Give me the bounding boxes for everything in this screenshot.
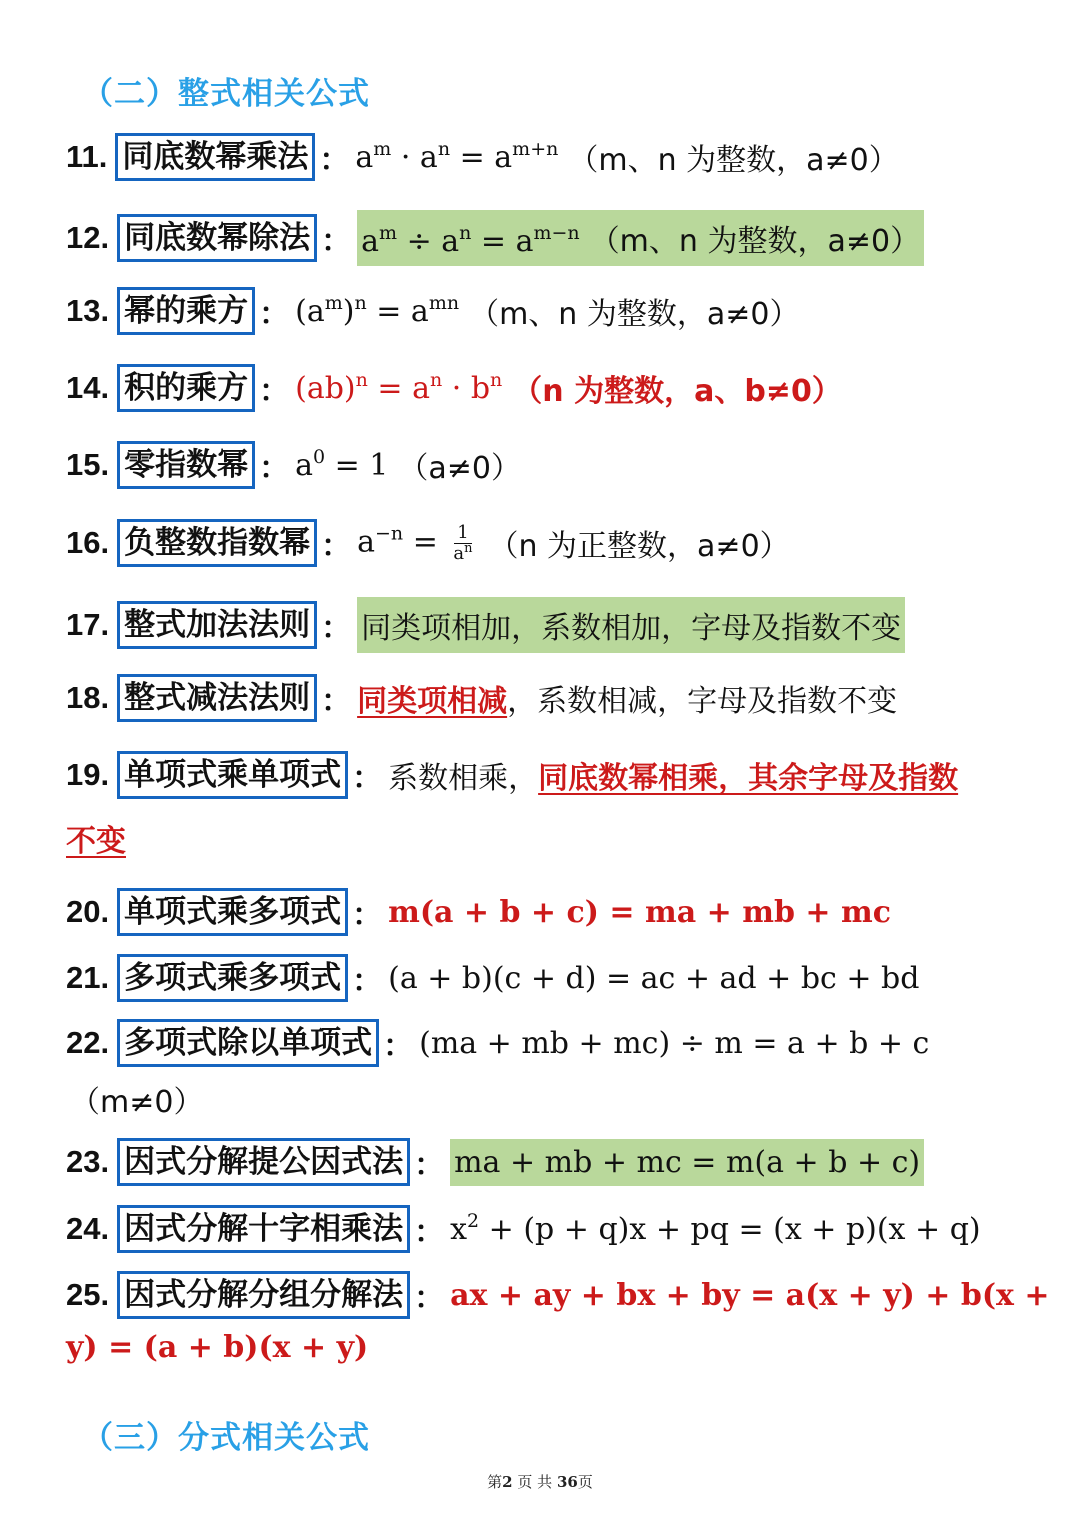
item-number: 18.: [66, 680, 110, 715]
formula-label: 同底数幂乘法: [115, 133, 315, 181]
formula: m(a + b + c) = ma + mb + mc: [388, 894, 891, 930]
item-number: 15.: [66, 447, 110, 482]
item-number: 12.: [66, 220, 110, 255]
item-number: 14.: [66, 370, 110, 405]
section-title-3: （三）分式相关公式: [82, 1420, 370, 1456]
formula-label: 多项式乘多项式: [117, 954, 348, 1002]
fraction: $\frac{1}{a^n}$: [453, 521, 473, 564]
item-number: 16.: [66, 525, 110, 560]
formula: (ma + mb + mc) ÷ m = a + b + c: [419, 1025, 930, 1061]
formula-row-17: 17. 整式加法法则 ： 同类项相加，系数相加，字母及指数不变: [66, 597, 1040, 653]
formula-label: 积的乘方: [117, 364, 255, 412]
formula-row-16: 16. 负整数指数幂 ： $a^{-n}$ = $\frac{1}{a^n}$ （n 为正整数，a≠0）: [66, 519, 1040, 567]
item-number: 24.: [66, 1211, 110, 1246]
formula-row-22: 22. 多项式除以单项式 ： (ma + mb + mc) ÷ m = a + b + c: [66, 1019, 1040, 1067]
formula-row-21: 21. 多项式乘多项式 ： (a + b)(c + d) = ac + ad + bc + bd: [66, 954, 1040, 1002]
item-number: 20.: [66, 894, 110, 929]
formula-label: 负整数指数幂: [117, 519, 317, 567]
condition: （a≠0）: [398, 451, 521, 486]
formula: $(a^m)^n = a^{mn}$: [295, 291, 460, 329]
rule-text: ，系数相减，字母及指数不变: [507, 684, 898, 719]
formula: ax + ay + bx + by = a(x + y) + b(x +: [450, 1277, 1050, 1313]
formula-row-12: 12. 同底数幂除法 ： $a^m \div a^n = a^{m-n}$ （m、n 为整数，a≠0）: [66, 210, 1040, 266]
item-number: 21.: [66, 960, 110, 995]
rule-text: 系数相乘，: [388, 761, 539, 796]
condition: （n 为正整数，a≠0）: [488, 529, 790, 564]
rule-text-continued: 不变: [66, 824, 126, 859]
rule-text-emphasis: 同底数幂相乘，其余字母及指数: [538, 761, 959, 796]
formula-row-24: 24. 因式分解十字相乘法 ： $x^2 + (p + q)x$ + pq = (x + p)(x + q): [66, 1205, 1040, 1253]
highlight: [357, 210, 924, 266]
formula-row-13: 13. 幂的乘方 ： $(a^m)^n = a^{mn}$ （m、n 为整数，a≠0）: [66, 287, 1040, 335]
formula-label: 零指数幂: [117, 441, 255, 489]
formula: ma + mb + mc = m(a + b + c): [450, 1139, 924, 1186]
formula-label: 同底数幂除法: [117, 214, 317, 262]
section-title-2: （二）整式相关公式: [82, 76, 370, 112]
formula-label: 单项式乘多项式: [117, 888, 348, 936]
formula: $a^{-n}$ = $\frac{1}{a^n}$: [357, 521, 473, 564]
formula-row-23: 23. 因式分解提公因式法 ： ma + mb + mc = m(a + b + c): [66, 1138, 1040, 1186]
formula-label: 多项式除以单项式: [117, 1019, 379, 1067]
formula-row-14: 14. 积的乘方 ： $(ab)^n = a^n \cdot b^n$ （n 为整数，a、b≠0）: [66, 364, 1040, 412]
formula: $x^2 + (p + q)x$ + pq = (x + p)(x + q): [450, 1209, 981, 1247]
formula: (a + b)(c + d) = ac + ad + bc + bd: [388, 960, 920, 996]
condition: （m、n 为整数，a≠0）: [589, 224, 921, 259]
condition: （n 为整数，a、b≠0）: [512, 374, 842, 409]
condition: （m、n 为整数，a≠0）: [568, 143, 899, 178]
formula: $a^0 = 1$: [295, 445, 389, 483]
item-number: 11.: [66, 139, 108, 174]
formula-label: 整式加法法则: [117, 601, 317, 649]
formula-row-25: 25. 因式分解分组分解法 ： ax + ay + bx + by = a(x + y) + b(x +: [66, 1271, 1040, 1319]
rule-text-emphasis: 同类项相减: [357, 684, 508, 719]
formula-row-18: 18. 整式减法法则 ： 同类项相减 ，系数相减，字母及指数不变: [66, 674, 1040, 722]
page-footer: 第2 页 共 36页: [487, 1473, 593, 1491]
formula: $a^m \cdot a^n = a^{m+n}$: [355, 137, 559, 175]
formula-label: 因式分解十字相乘法: [117, 1205, 410, 1253]
condition: （m≠0）: [70, 1085, 204, 1120]
formula-row-20: 20. 单项式乘多项式 ： m(a + b + c) = ma + mb + mc: [66, 888, 1040, 936]
item-number: 17.: [66, 607, 110, 642]
formula-row-19: 19. 单项式乘单项式 ： 系数相乘， 同底数幂相乘，其余字母及指数: [66, 751, 1040, 799]
item-number: 25.: [66, 1277, 110, 1312]
item-number: 23.: [66, 1144, 110, 1179]
formula-continued: y) = (a + b)(x + y): [66, 1330, 369, 1365]
rule-text: 同类项相加，系数相加，字母及指数不变: [357, 597, 905, 653]
formula-row-15: 15. 零指数幂 ： $a^0 = 1$ （a≠0）: [66, 441, 1040, 489]
item-number: 22.: [66, 1025, 110, 1060]
formula-row-11: 11. 同底数幂乘法 ： $a^m \cdot a^n = a^{m+n}$ （m、n 为整数，a≠0）: [66, 133, 1040, 181]
item-number: 13.: [66, 293, 110, 328]
formula-label: 幂的乘方: [117, 287, 255, 335]
formula-label: 整式减法法则: [117, 674, 317, 722]
condition: （m、n 为整数，a≠0）: [469, 297, 800, 332]
formula: $a^m \div a^n = a^{m-n}$: [361, 222, 580, 259]
formula: $(ab)^n = a^n \cdot b^n$: [295, 368, 503, 406]
item-number: 19.: [66, 757, 110, 792]
formula-label: 因式分解分组分解法: [117, 1271, 410, 1319]
formula-label: 因式分解提公因式法: [117, 1138, 410, 1186]
formula-label: 单项式乘单项式: [117, 751, 348, 799]
